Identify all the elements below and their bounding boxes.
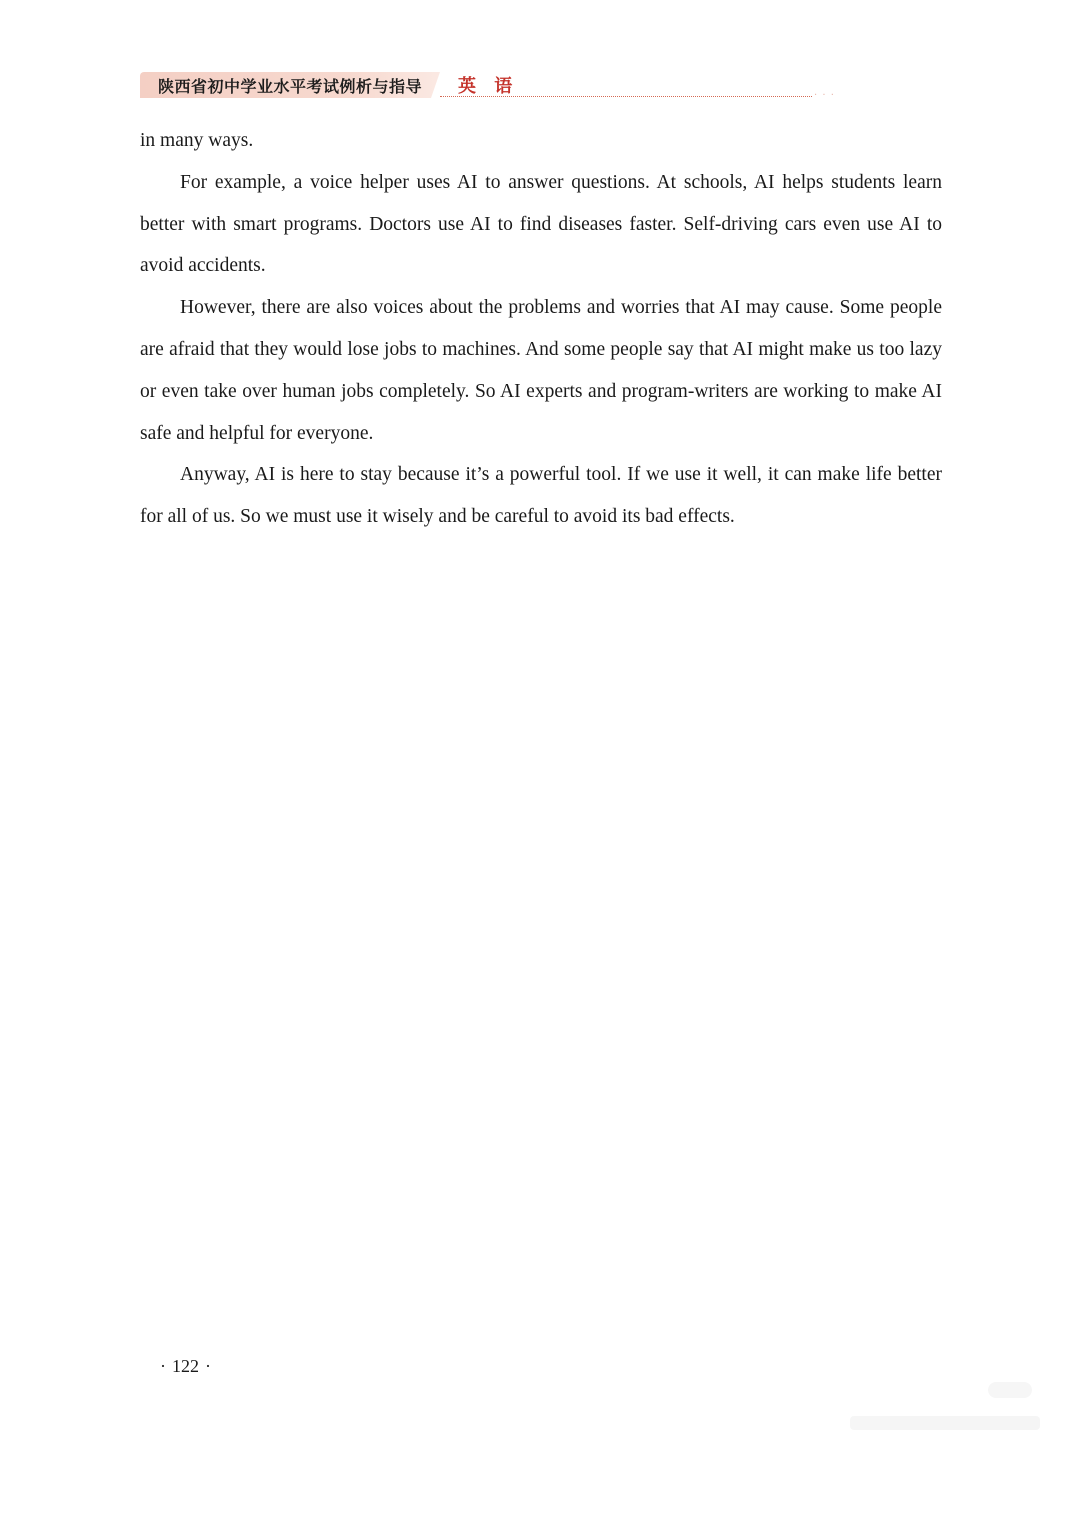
page-number-value: 122 [172, 1356, 199, 1376]
subject-label: 英 语 [458, 76, 519, 97]
page-header [140, 70, 840, 102]
paragraph-conclusion: Anyway, AI is here to stay because it’s a powerful tool. If we use it well, it can make life better for all of us. So we must use it wisely and be careful to avoid its bad effects. [140, 464, 942, 528]
page-number: · 122 · [160, 1356, 211, 1376]
watermark-badge [988, 1382, 1032, 1398]
book-title: 陕西省初中学业水平考试例析与指导 [158, 77, 423, 96]
paragraph-continuation: in many ways. [140, 130, 254, 151]
body-text [140, 120, 942, 538]
header-divider [440, 96, 812, 97]
header-ornament: · · · [814, 90, 835, 101]
watermark-text [850, 1416, 1040, 1430]
watermark [850, 1380, 1050, 1440]
paragraph-examples: For example, a voice helper uses AI to answer questions. At schools, AI helps students learn better with smart programs. Doctors use AI to find diseases faster. Self-driving cars even use AI to avoid accidents. [140, 171, 942, 277]
paragraph-problems: However, there are also voices about the problems and worries that AI may cause. Some people are afraid that they would lose jobs to machines. And some people say that AI might make us too lazy or even take over human jobs completely. So AI experts and program-writers are working to make AI safe and helpful for everyone. [140, 297, 942, 444]
